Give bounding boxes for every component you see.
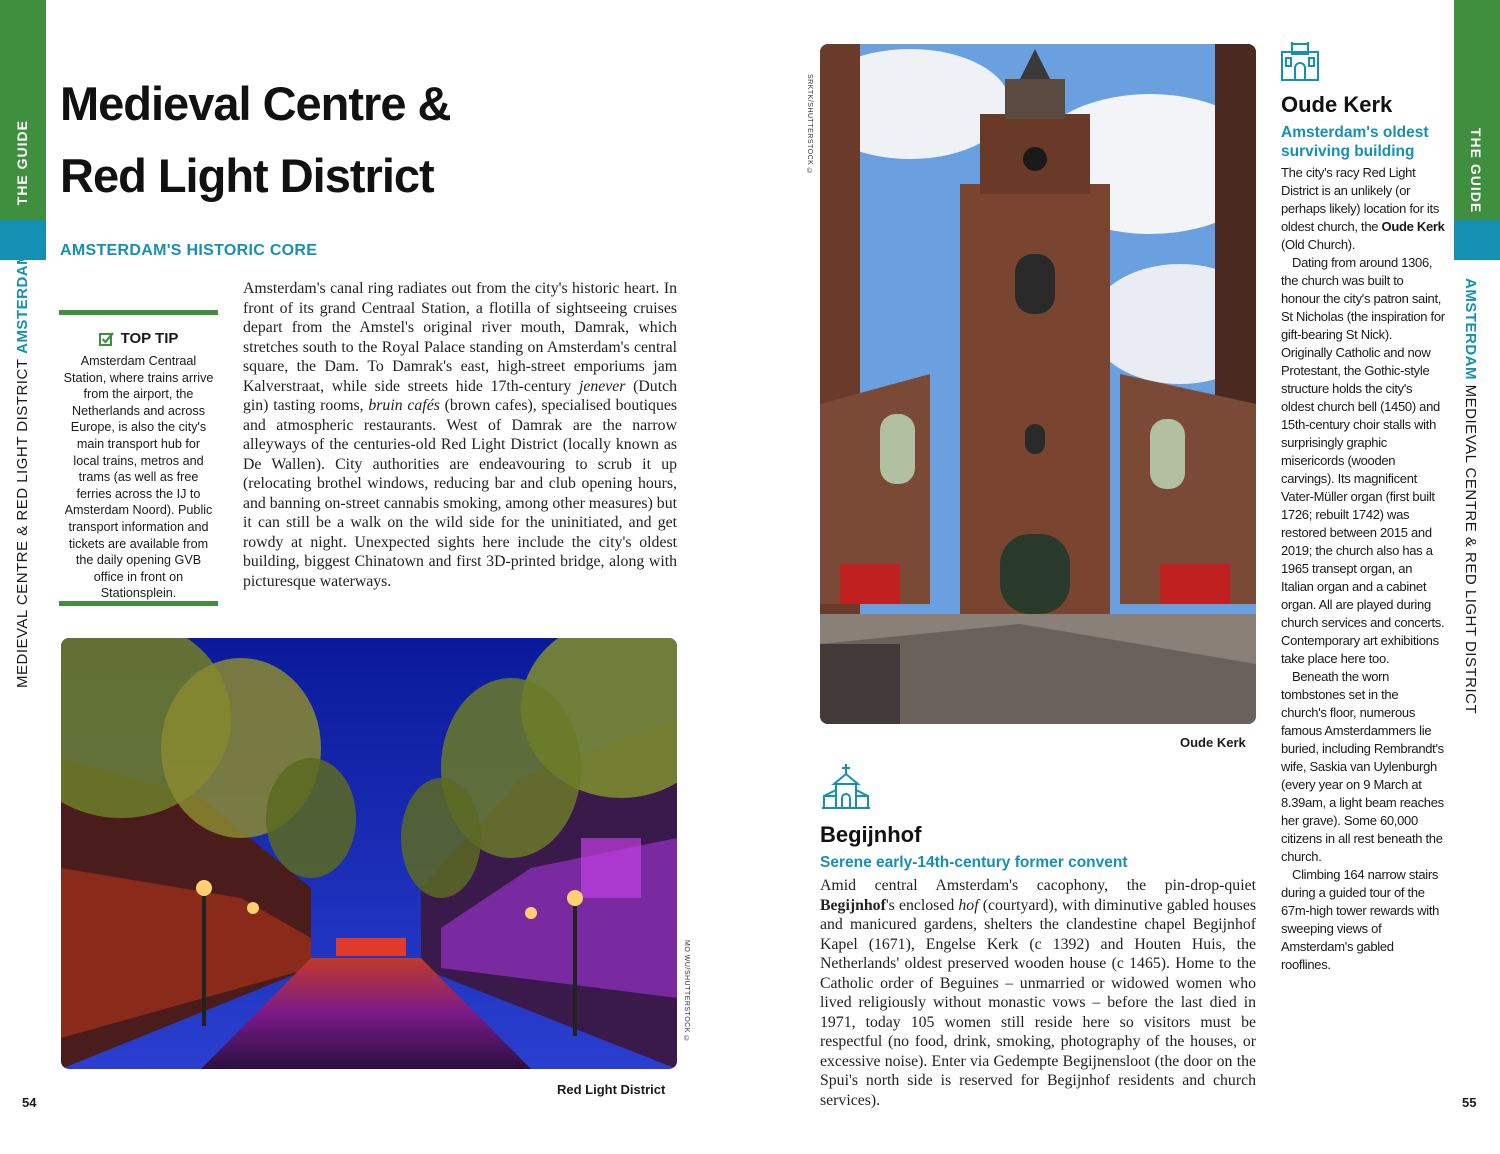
oude-kerk-paragraph-1	[1281, 164, 1445, 254]
oude-kerk-bold: Oude Kerk	[1381, 219, 1445, 234]
right-guide-tab	[1454, 0, 1500, 220]
top-tip-text: Amsterdam Centraal Station, where trains arrive from the airport, the Netherlands and across Europe, is also the city's main transport hub for local trains, metros and trams (as well as free ferries across the IJ to Amsterdam Noord). Public transport information and tickets are available from the daily opening GVB office in front on Stationsplein.	[63, 354, 214, 601]
left-guide-tab	[0, 0, 46, 220]
intro-italic-2: bruin cafés	[368, 397, 440, 414]
title-line-1: Medieval Centre &	[60, 77, 451, 130]
running-head-plain: MEDIEVAL CENTRE & RED LIGHT DISTRICT	[1462, 384, 1479, 715]
oude-kerk-body	[1281, 164, 1445, 974]
left-photo-caption: Red Light District	[557, 1082, 666, 1097]
top-tip-header	[59, 330, 218, 347]
page-number-left: 54	[22, 1095, 37, 1110]
begijnhof-text-3: (courtyard), with diminutive gabled houses and manicured gardens, shelters the clandestine chapel Begijnhof Kapel (1671), Engelse Kerk (c 1392) and Houten Huis, the Netherlands' oldest preserved wooden house (c 1465). Home to the Catholic order of Beguines – unmarried or widowed women who lived religiously without monastic vows – before the last died in 1971, today 105 women still reside here so visitors must be respectful (no food, drink, smoking, photography of the houses, or excessive noise). Enter via Gedempte Begijnensloot (the door on the Spui's north side is reserved for Begijnhof residents and church services).	[820, 896, 1256, 1109]
right-photo-credit: SRKTK/SHUTTERSTOCK ©	[806, 74, 813, 176]
church-tower-image	[820, 44, 1256, 724]
oude-kerk-text-1: The city's racy Red Light District is an unlikely (or perhaps likely) location for its oldest church, the	[1281, 165, 1440, 234]
page-title	[60, 68, 680, 212]
intro-text-3: (brown cafes), specialised boutiques and atmospheric restaurants. West of Damrak are the narrow alleyways of the centuries-old Red Light District (locally known as De Wallen). City authorities are endeavouring to scrub it up (relocating brothel windows, reducing bar and club opening hours, and banning on-street cannabis smoking, among other measures) but it can still be a walk on the wild side for the uninitiated, and get rowdy at night. Unexpected sights here include the city's oldest building, biggest Chinatown and first 3D-printed bridge, along with picturesque waterways.	[243, 397, 678, 590]
intro-text-2: (Dutch gin) tasting rooms,	[243, 377, 677, 414]
oude-kerk-photo	[820, 44, 1256, 724]
checkbox-icon	[99, 331, 115, 347]
oude-kerk-text-1b: (Old Church).	[1281, 237, 1356, 252]
begijnhof-bold: Begijnhof	[820, 896, 886, 914]
left-running-head	[14, 251, 31, 688]
running-head-bold: AMSTERDAM	[1462, 278, 1479, 380]
church-tower-icon	[1280, 42, 1320, 82]
right-running-head	[1462, 278, 1479, 715]
intro-text-1: Amsterdam's canal ring radiates out from the city's historic heart. In front of its grand Centraal Station, a flotilla of sightseeing cruises depart from the Amstel's original river mouth, Damrak, which stretches south to the Royal Palace standing on Amsterdam's central square, the Dam. To Damrak's east, high-street emporiums jam Kalverstraat, while side streets hide 17th-century	[243, 280, 677, 395]
right-guide-label: THE GUIDE	[1468, 128, 1484, 214]
left-photo-credit: MO WU/SHUTTERSTOCK ©	[683, 940, 690, 1043]
oude-kerk-subtitle: Amsterdam's oldest surviving building	[1281, 124, 1429, 160]
title-line-2: Red Light District	[60, 149, 434, 202]
chapel-icon	[820, 762, 872, 810]
top-tip-box	[59, 310, 218, 606]
oude-kerk-paragraph-4: Climbing 164 narrow stairs during a guided tour of the 67m-high tower rewards with sweeping views of Amsterdam's gabled rooflines.	[1281, 867, 1440, 972]
red-light-district-photo	[61, 638, 677, 1069]
begijnhof-text-1: Amid central Amsterdam's cacophony, the pin-drop-quiet	[820, 877, 1256, 894]
begijnhof-text-2: 's enclosed	[885, 896, 959, 914]
begijnhof-subtitle: Serene early-14th-century former convent	[820, 854, 1128, 871]
begijnhof-italic: hof	[958, 896, 979, 914]
oude-kerk-title: Oude Kerk	[1281, 92, 1393, 117]
oude-kerk-paragraph-3: Beneath the worn tombstones set in the church's floor, numerous famous Amsterdammers lie buried, including Rembrandt's wife, Saskia van Uylenburgh (every year on 9 March at 8.39am, a light beam reaches her grave). Some 60,000 citizens in all rest beneath the church.	[1281, 669, 1444, 864]
left-guide-label: THE GUIDE	[14, 120, 30, 206]
right-photo-caption: Oude Kerk	[1180, 735, 1246, 750]
intro-italic-1: jenever	[578, 377, 626, 395]
running-head-bold: AMSTERDAM	[14, 251, 31, 354]
top-tip-label: TOP TIP	[120, 330, 179, 347]
begijnhof-title: Begijnhof	[820, 822, 922, 847]
running-head-plain: MEDIEVAL CENTRE & RED LIGHT DISTRICT	[14, 358, 31, 688]
intro-paragraph	[243, 279, 677, 591]
right-teal-tab	[1454, 220, 1500, 260]
begijnhof-body	[820, 876, 1256, 1110]
oude-kerk-paragraph-2: Dating from around 1306, the church was built to honour the city's patron saint, St Nicholas (the inspiration for gift-bearing St Nick). Originally Catholic and now Protestant, the Gothic-style structure holds the city's oldest church bell (1450) and 15th-century choir stalls with surprisingly graphic misericords (wooden carvings). Its magnificent Vater-Müller organ (first built 1726; rebuilt 1742) was restored between 2015 and 2019; the church also has a 1965 transept organ, an Italian organ and a cabinet organ. All are played during church services and concerts. Contemporary art exhibitions take place here too.	[1281, 255, 1445, 666]
canal-night-image	[61, 638, 677, 1069]
page-number-right: 55	[1462, 1095, 1477, 1110]
section-kicker: AMSTERDAM'S HISTORIC CORE	[60, 242, 318, 259]
